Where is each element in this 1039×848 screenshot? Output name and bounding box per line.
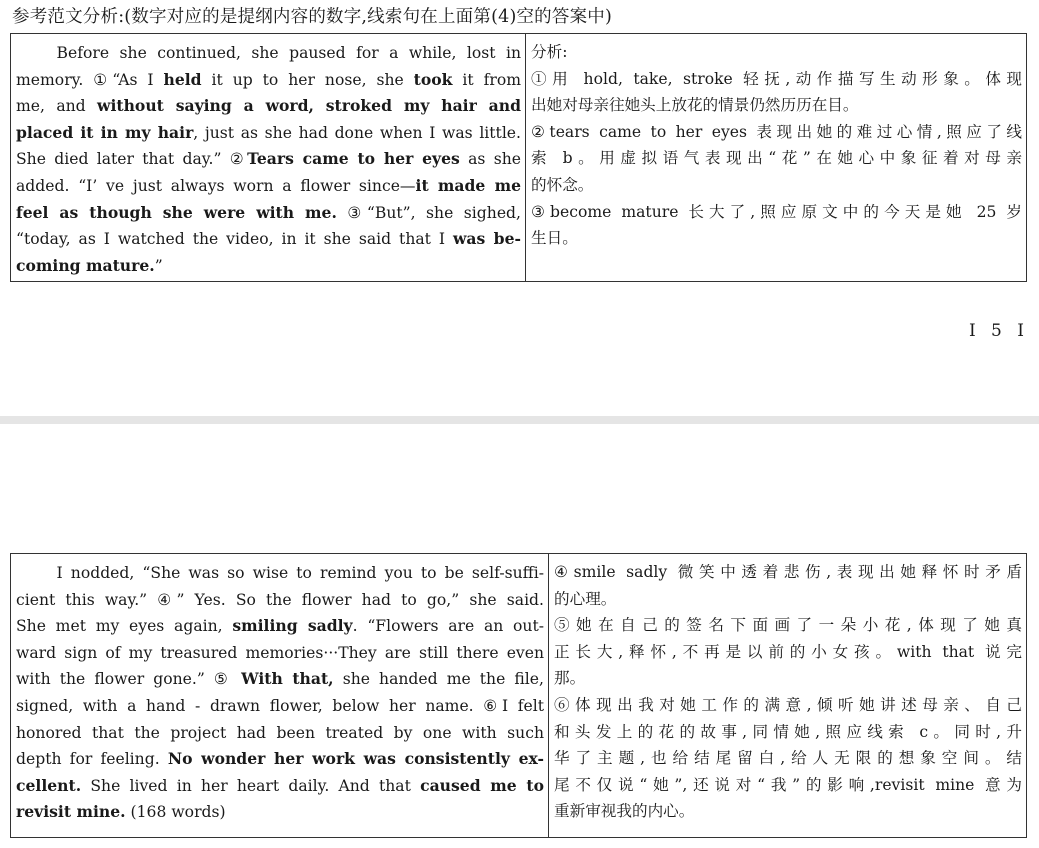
passage-text: added. “I’ ve just always worn a flower since— [16,176,416,195]
passage-text: she handed me the file, [333,670,544,689]
passage-text: it from [452,70,522,89]
chinese-analysis-1 [526,34,1027,282]
passage-text: ” [154,256,163,275]
passage-text: “today, as I watched the video, in it she said that I [16,230,453,249]
passage-text: depth for feeling. [16,750,168,769]
passage-line [16,67,521,94]
passage-text: as she [459,150,521,169]
bold-phrase: placed it in my hair [16,122,194,142]
bold-phrase: took [413,69,453,89]
passage-line [16,799,544,826]
passage-text: me, and [16,97,98,116]
passage-line [16,746,544,773]
passage-line [16,200,521,227]
analysis-line: 出她对母亲往她头上放花的情景仍然历历在目。 [531,96,859,115]
passage-line [16,773,544,800]
passage-text: with the flower gone.” ⑤ [16,670,242,689]
bold-phrase: feel as though she were with me. [16,202,337,222]
analysis-line: 重新审视我的内心。 [554,802,695,821]
analysis-line: ④smile sadly 微笑中透着悲伤,表现出她释怀时矛盾 [554,563,1022,581]
bold-phrase: With that, [241,669,334,689]
passage-line [16,613,544,640]
analysis-line: ①用 hold, take, stroke 轻抚,动作描写生动形象。体现 [531,69,1022,88]
analysis-line: 的怀念。 [531,175,594,194]
passage-text: (168 words) [125,803,226,822]
page-separator [0,416,1039,424]
analysis-line: 正长大,释怀,不再是以前的小女孩。with that 说完 [554,642,1022,661]
passage-text: signed, with a hand - drawn flower, below her name. ⑥I felt [16,696,544,715]
passage-text: ③“But”, she sighed, [336,203,521,222]
analysis-line: 和头发上的花的故事,同情她,照应线索 c。同时,升 [554,722,1022,741]
bold-phrase: without saying a word, stroked my hair and [97,96,521,116]
passage-text: She met my eyes again, [16,617,233,636]
chinese-analysis-2 [549,554,1027,838]
analysis-line: ⑤她在自己的签名下面画了一朵小花,体现了她真 [554,616,1022,635]
passage-line [16,560,544,587]
passage-text: She died later that day.” ② [16,150,248,169]
bold-phrase: held [163,69,202,89]
passage-text: honored that the project had been treated by one with such [16,723,544,742]
english-passage-2 [11,554,549,838]
bold-phrase: it made me [415,175,521,195]
analysis-line: 华了主题,也给结尾留白,给人无限的想象空间。结 [554,749,1022,768]
bold-phrase: coming mature. [16,255,155,275]
passage-line [16,720,544,747]
passage-line [16,40,521,67]
bold-phrase: Tears came to her eyes [247,149,460,169]
page-number: I 5 I [968,321,1029,341]
passage-text: ward sign of my treasured memories···They are still there even [16,643,544,662]
passage-line [16,693,544,720]
passage-line [16,640,544,667]
passage-text: . “Flowers are an out- [352,617,545,636]
passage-text: , just as she had done when I was little. [193,123,521,142]
passage-line [16,666,544,693]
bold-phrase: cellent. [16,775,82,795]
bold-phrase: caused me to [420,775,544,795]
passage-text: I nodded, “She was so wise to remind you to be self-suffi- [56,564,544,582]
analysis-line: 尾不仅说“她”,还说对“我”的影响,revisit mine 意为 [554,775,1022,794]
passage-text: cient this way.” ④” Yes. So the flower had to go,” she said. [16,590,544,609]
passage-line [16,253,521,280]
analysis-line: ⑥体现出我对她工作的满意,倾听她讲述母亲、自己 [554,695,1022,714]
analysis-line: 那。 [554,669,586,688]
passage-line [16,120,521,147]
passage-text: memory. ①“As I [16,70,164,89]
analysis-line: ③become mature 长大了,照应原文中的今天是她 25 岁 [531,202,1022,221]
passage-text: it up to her nose, she [201,70,414,89]
analysis-table-1 [10,33,1027,282]
passage-text: She lived in her heart daily. And that [81,776,421,795]
section-heading: 参考范文分析:(数字对应的是提纲内容的数字,线索句在上面第(4)空的答案中) [12,7,612,27]
passage-line [16,93,521,120]
analysis-table-2 [10,553,1027,838]
bold-phrase: revisit mine. [16,802,126,822]
passage-line [16,173,521,200]
analysis-line: 索 b。用虚拟语气表现出“花”在她心中象征着对母亲 [531,149,1022,168]
bold-phrase: was be- [452,229,521,249]
passage-line [16,587,544,614]
bold-phrase: No wonder her work was consistently ex- [167,749,545,769]
analysis-line: 生日。 [531,229,578,248]
analysis-line: 分析: [531,43,568,61]
english-passage-1 [11,34,526,282]
passage-text: Before she continued, she paused for a while, lost in [56,44,521,62]
analysis-line: ②tears came to her eyes 表现出她的难过心情,照应了线 [531,122,1022,141]
bold-phrase: smiling sadly [232,616,353,636]
passage-line [16,146,521,173]
passage-line [16,226,521,253]
analysis-line: 的心理。 [554,589,617,608]
